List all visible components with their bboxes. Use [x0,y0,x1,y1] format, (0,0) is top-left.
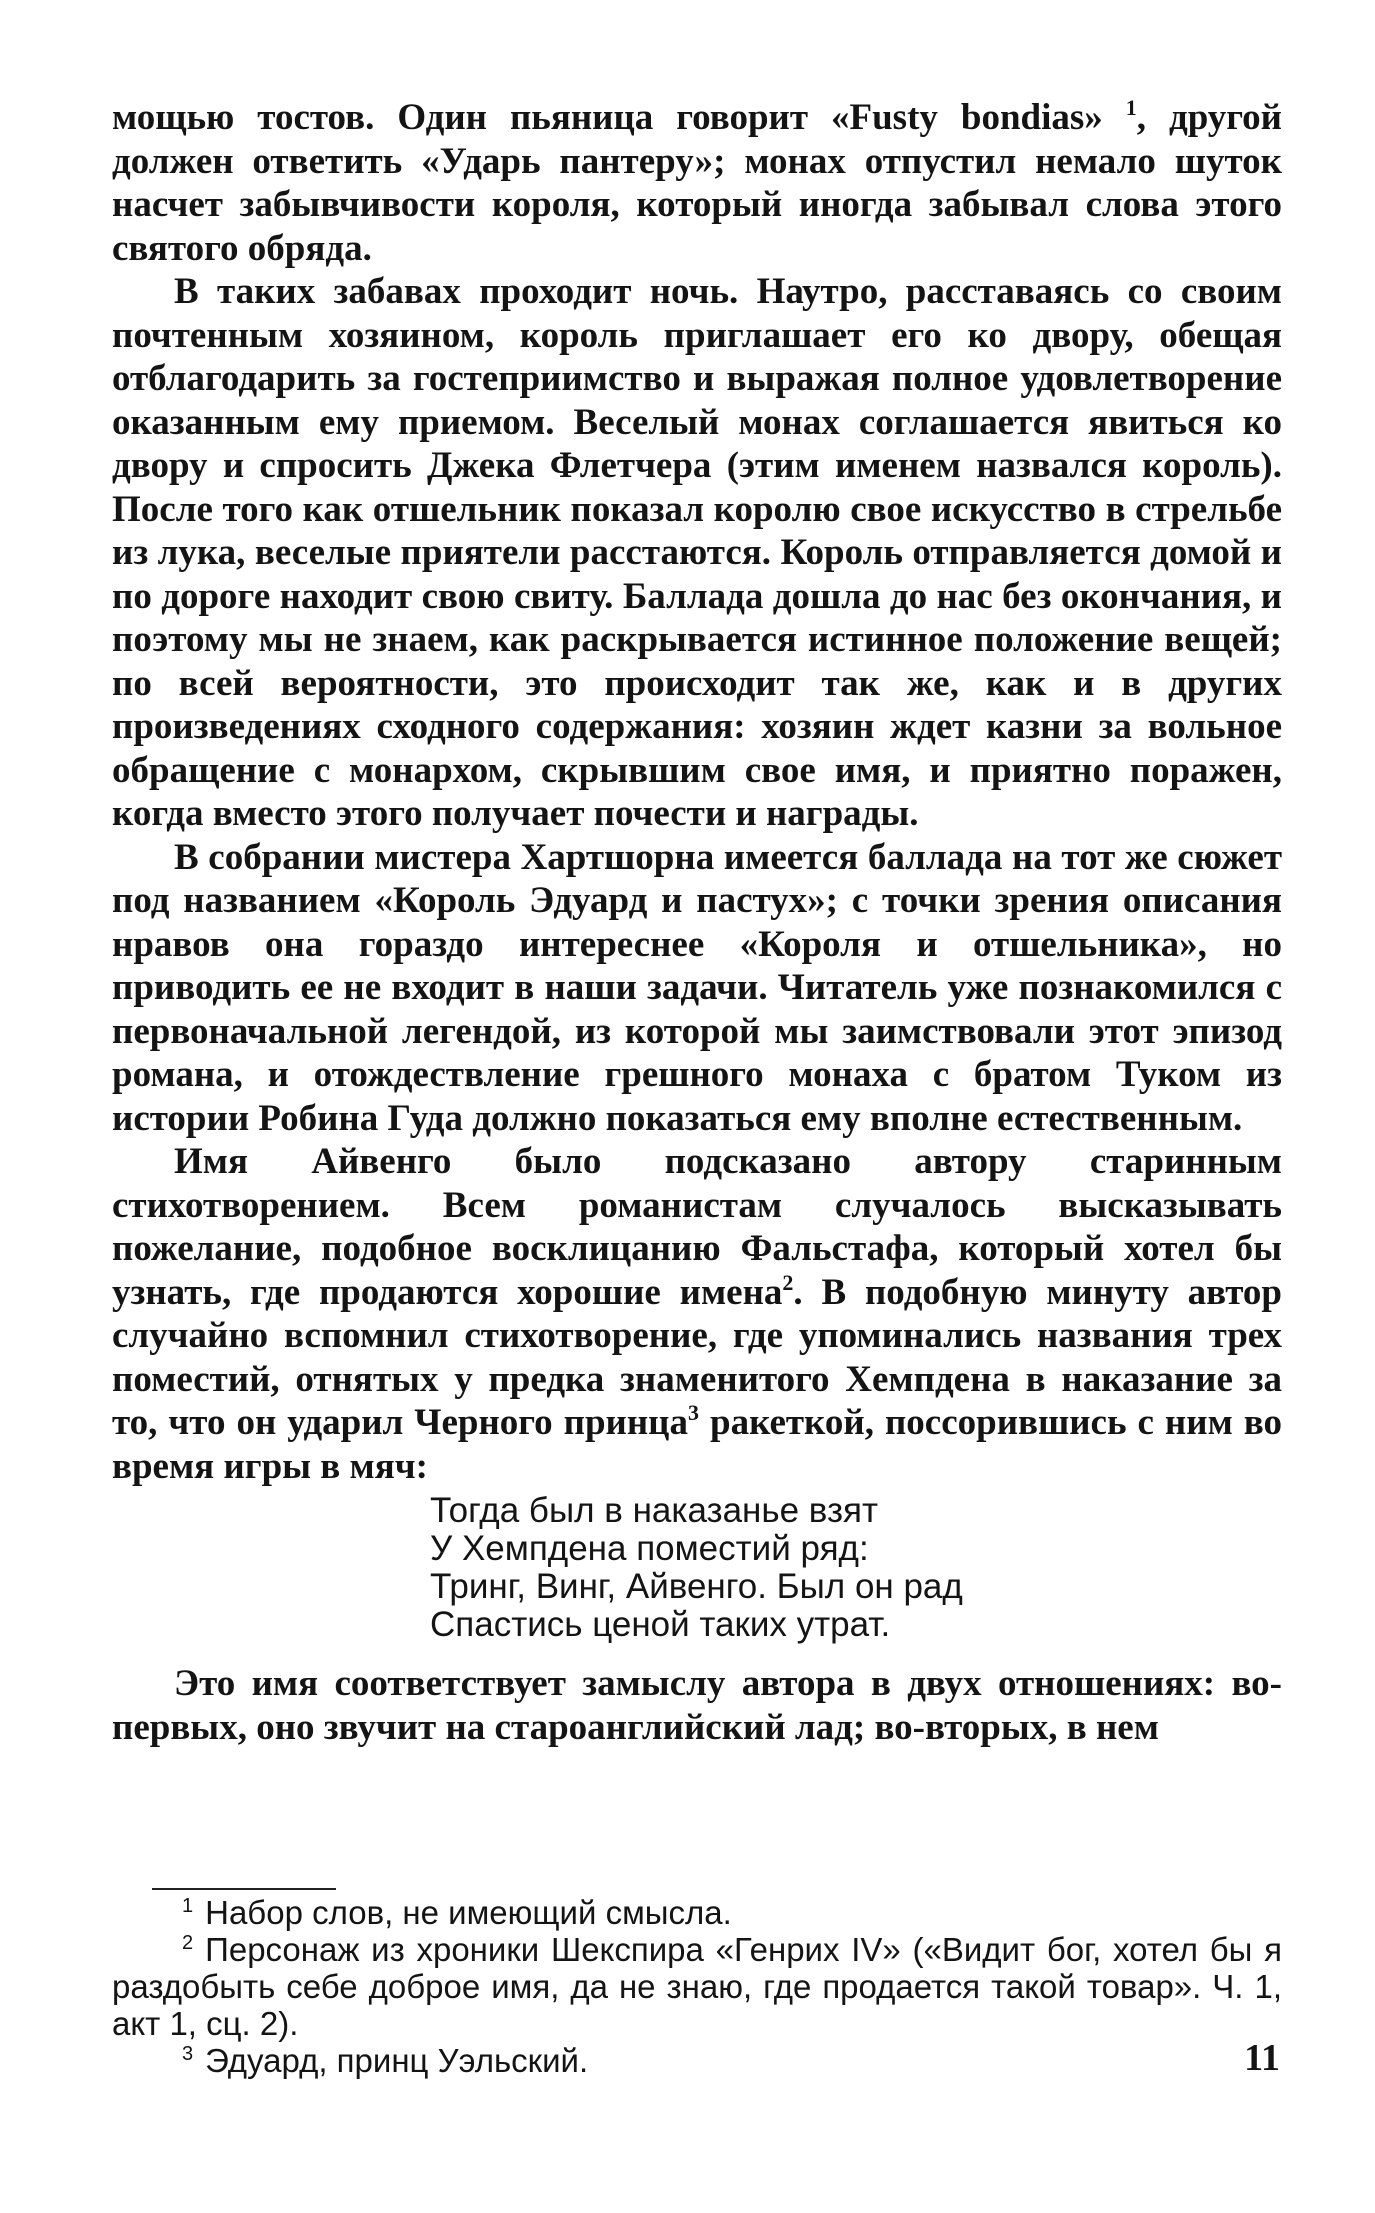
text-run: ракеткой, поссорившись с ним во время игры в мяч: [112,1402,1282,1487]
footnote [112,1894,1282,1931]
footnote-mark: 1 [182,1895,194,1917]
text-run: В собрании мистера Хартшорна имеется баллада на тот же сюжет под названием «Король Эдуард и пастух»; с точки зрения описания нравов она гораздо интереснее «Короля и отшельника», но приводить ее не входит в наши задачи. Читатель уже познакомился с первоначальной легендой, из которой мы заимствовали этот эпизод романа, и отождествление грешного монаха с братом Туком из истории Робина Гуда должно показаться ему вполне естественным. [112,836,1282,1139]
footnote-text: Набор слов, не имеющий смысла. [205,1894,732,1931]
text-run: В таких забавах проходит ночь. Наутро, расставаясь со своим почтенным хозяином, король приглашает его ко двору, обещая отблагодарить за гостеприимство и выражая полное удовлетворение оказанным ему приемом. Веселый монах соглашается явиться ко двору и спросить Джека Флетчера (этим именем назвался король). После того как отшельник показал королю свое искусство в стрельбе из лука, веселые приятели расстаются. Король отправляется домой и по дороге находит свою свиту. Баллада дошла до нас без окончания, и поэтому мы не знаем, как раскрывается истинное положение вещей; по всей вероятности, это происходит так же, как и в других произведениях сходного содержания: хозяин ждет казни за вольное обращение с монархом, скрывшим свое имя, и приятно поражен, когда вместо этого получает почести и награды. [112,271,1282,834]
verse-quote [430,1492,1282,1644]
text-run: , другой должен ответить «Ударь пантеру»; монах отпустил немало шуток насчет забывчивости короля, который иногда забывал слова этого святого обряда. [112,97,1282,269]
page-body [112,96,1282,1749]
footnote-divider [152,1888,336,1890]
footnote-reference: 3 [688,1400,699,1425]
paragraph [112,836,1282,1141]
closing-paragraph: Это имя соответствует замыслу автора в двух отношениях: во-первых, оно звучит на староанглийский лад; во-вторых, в нем [112,1663,1282,1748]
footnote-mark: 2 [182,1932,194,1954]
text-run: . В подобную минуту автор случайно вспомнил стихотворение, где упоминались названия трех поместий, отнятых у предка знаменитого Хемпдена в наказание за то, что он ударил Черного принца [112,1271,1282,1443]
footnote [112,1931,1282,2042]
text-run: мощью тостов. Один пьяница говорит «Fusty bondias» [112,97,1126,138]
footnote-text: Эдуард, принц Уэльский. [205,2042,589,2079]
paragraph [112,270,1282,836]
footnote-mark: 3 [182,2043,194,2065]
footnote [112,2042,1282,2079]
page-number: 11 [1244,2037,1280,2079]
text-run: Имя Айвенго было подсказано автору старинным стихотворением. Всем романистам случалось высказывать пожелание, подобное восклицанию Фальстафа, который хотел бы узнать, где продаются хорошие имена [112,1141,1282,1313]
verse-line: Спастись ценой таких утрат. [430,1605,891,1644]
footnote-reference: 2 [782,1269,794,1295]
verse-line: У Хемпдена поместий ряд: [430,1529,869,1568]
verse-line: Тринг, Винг, Айвенго. Был он рад [430,1567,963,1606]
footnote-text: Персонаж из хроники Шекспира «Генрих IV» («Видит бог, хотел бы я раздобыть себе доброе имя, да не знаю, где продается такой товар». Ч. 1, акт 1, сц. 2). [112,1931,1282,2042]
verse-line: Тогда был в наказанье взят [430,1491,879,1530]
paragraph [112,96,1282,270]
main-text [112,96,1282,1488]
footnotes [112,1894,1282,2079]
paragraph [112,1140,1282,1488]
footnote-reference: 1 [1125,95,1137,120]
